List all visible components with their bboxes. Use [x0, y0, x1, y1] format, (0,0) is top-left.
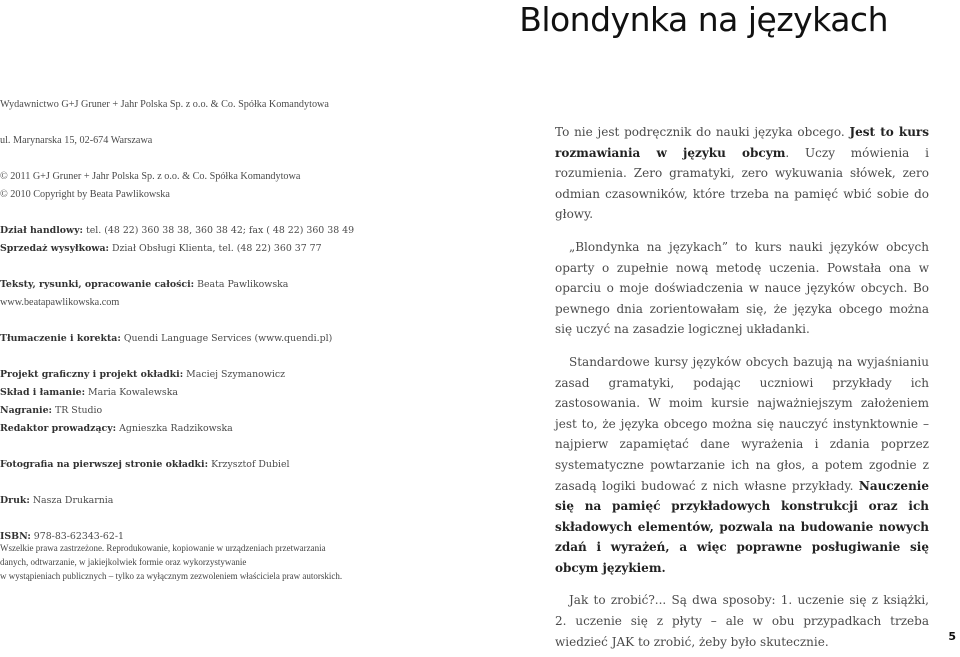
intro-p3-text: Standardowe kursy języków obcych bazują na wyjaśnianiu zasad gramatyki, podając uczniowi przykłady ich zastosowania. W moim kursie najważniejszym założeniem jest to, że języka obcego można się nauczyć instynktownie – najpierw zapamiętać dane wyrażenia i zdania poprzez systematyczne powtarzanie ich na głos, a potem zgodnie z zasadą logiki budować z nich własne przykłady.: [555, 354, 929, 493]
legal-line: danych, odtwarzanie, w jakiejkolwiek formie oraz wykorzystywanie: [0, 557, 247, 568]
publisher-address: ul. Marynarska 15, 02-674 Warszawa: [0, 135, 153, 146]
photo-value: Krzysztof Dubiel: [208, 459, 290, 470]
design-credit: [0, 366, 400, 384]
layout-credit: [0, 384, 400, 402]
design-value: Maciej Szymanowicz: [183, 369, 286, 380]
sales-label: Sprzedaż wysyłkowa:: [0, 243, 109, 254]
trade-contact: [0, 222, 400, 240]
texts-credit: [0, 276, 400, 294]
recording-credit: [0, 402, 400, 420]
print-label: Druk:: [0, 495, 30, 506]
intro-p3-bold: Nauczenie się na pamięć przykładowych konstrukcji oraz ich składowych elementów, pozwala na budowanie nowych zdań i wyrażeń, a więc poprawne posługiwanie się obcym językiem.: [555, 478, 929, 575]
photo-credit: [0, 456, 400, 474]
trade-value: tel. (48 22) 360 38 38, 360 38 42; fax ( 48 22) 360 38 49: [83, 225, 355, 236]
intro-paragraph-1: [555, 122, 929, 225]
isbn-label: ISBN:: [0, 531, 31, 542]
copyright-line: © 2010 Copyright by Beata Pawlikowska: [0, 189, 170, 200]
photo-label: Fotografia na pierwszej stronie okładki:: [0, 459, 209, 470]
intro-paragraph-2: „Blondynka na językach” to kurs nauki języków obcych oparty o zupełnie nową metodę uczenia. Powstała ona w oparciu o moje doświadczenia w nauce języków obcych. Bo pewnego dnia zorientowałam się, że języka obcego można się uczyć na zasadzie logicznej układanki.: [555, 239, 929, 337]
design-label: Projekt graficzny i projekt okładki:: [0, 369, 184, 380]
translation-credit: [0, 330, 400, 348]
intro-paragraph-3: [555, 352, 929, 579]
legal-line: w wystąpieniach publicznych – tylko za wyłącznym zezwoleniem właściciela praw autorskich.: [0, 571, 343, 582]
sales-contact: [0, 240, 400, 258]
website-link[interactable]: www.beatapawlikowska.com: [0, 297, 120, 308]
intro-column: [555, 122, 929, 652]
texts-label: Teksty, rysunki, opracowanie całości:: [0, 279, 195, 290]
editor-label: Redaktor prowadzący:: [0, 423, 117, 434]
intro-p1-text: To nie jest podręcznik do nauki języka obcego.: [555, 125, 850, 139]
print-value: Nasza Drukarnia: [29, 495, 114, 506]
page-number: 5: [948, 630, 956, 643]
intro-p1-text: . Uczy mówienia i rozumienia. Zero gramatyki, zero wykuwania słówek, zero odmian czasowników, które trzeba na pamięć wbić sobie do głowy.: [555, 145, 929, 222]
publisher-name: Wydawnictwo G+J Gruner + Jahr Polska Sp. z o.o. & Co. Spółka Komandytowa: [0, 99, 329, 110]
legal-notice: [0, 541, 400, 584]
recording-value: TR Studio: [52, 405, 103, 416]
layout-value: Maria Kowalewska: [85, 387, 178, 398]
trade-label: Dział handlowy:: [0, 225, 84, 236]
imprint-column: [0, 96, 400, 546]
editor-value: Agnieszka Radzikowska: [116, 423, 233, 434]
intro-paragraph-4: Jak to zrobić?... Są dwa sposoby: 1. uczenie się z książki, 2. uczenie się z płyty – ale w obu przypadkach trzeba wiedzieć JAK to zrobić, żeby było skutecznie.: [555, 593, 929, 649]
print-credit: [0, 492, 400, 510]
sales-value: Dział Obsługi Klienta, tel. (48 22) 360 37 77: [108, 243, 322, 254]
editor-credit: [0, 420, 400, 438]
translation-value: Quendi Language Services (www.quendi.pl): [120, 333, 333, 344]
intro-p1-bold: Jest to kurs rozmawiania w języku obcym: [555, 125, 929, 160]
texts-value: Beata Pawlikowska: [194, 279, 289, 290]
translation-label: Tłumaczenie i korekta:: [0, 333, 121, 344]
page-title: Blondynka na językach: [519, 0, 888, 39]
layout-label: Skład i łamanie:: [0, 387, 86, 398]
copyright-line: © 2011 G+J Gruner + Jahr Polska Sp. z o.o. & Co. Spółka Komandytowa: [0, 171, 301, 182]
isbn-value: 978-83-62343-62-1: [30, 531, 124, 542]
legal-line: Wszelkie prawa zastrzeżone. Reprodukowanie, kopiowanie w urządzeniach przetwarzania: [0, 543, 326, 553]
recording-label: Nagranie:: [0, 405, 53, 416]
